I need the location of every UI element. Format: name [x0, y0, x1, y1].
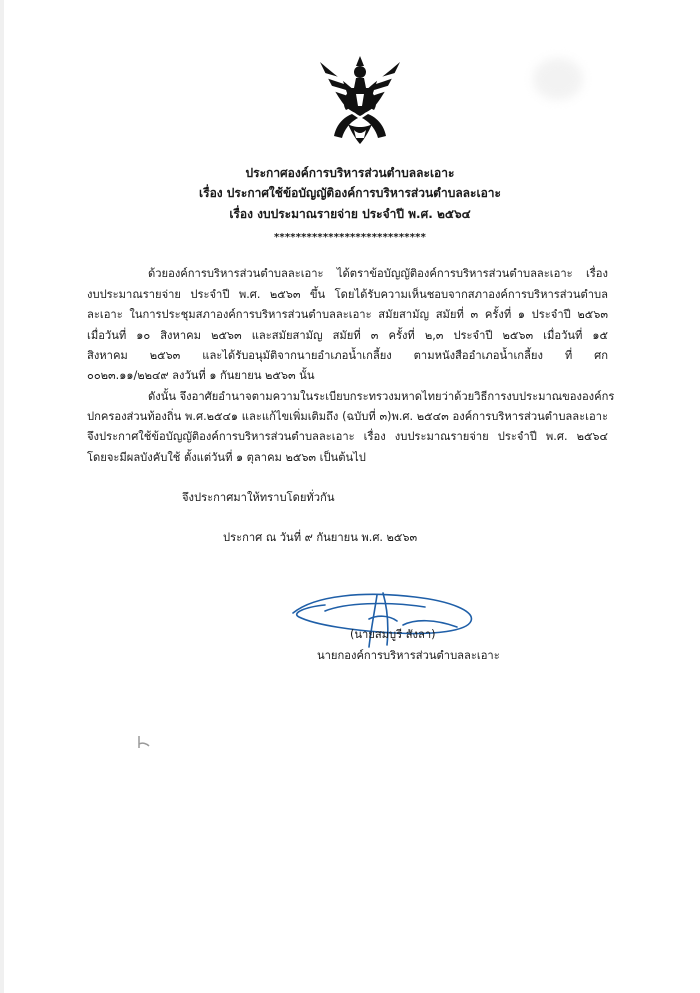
garuda-emblem-icon	[312, 54, 408, 146]
paragraph-1-line-6: ๐๐๒๓.๑๑/๒๒๔๙ ลงวันที่ ๑ กันยายน ๒๕๖๓ นั้น	[87, 369, 315, 382]
handwritten-signature	[285, 585, 485, 655]
paragraph-1-line-4: เมื่อวันที่ ๑๐ สิงหาคม ๒๕๖๓ และสมัยสามัญ สมัยที่ ๓ ครั้งที่ ๒,๓ ประจำปี ๒๕๖๓ เมื่อวันที่ ๑๕	[87, 329, 608, 342]
subject-budget-line: เรื่อง งบประมาณรายจ่าย ประจำปี พ.ศ. ๒๕๖๔	[229, 207, 471, 221]
paragraph-2-line-2: ปกครองส่วนท้องถิ่น พ.ศ.๒๕๔๑ และแก้ไขเพิ่มเติมถึง (ฉบับที่ ๓)พ.ศ. ๒๕๔๓ องค์การบริหารส่วนตำบลละเอาะ	[87, 410, 608, 423]
paragraph-1-line-1: ด้วยองค์การบริหารส่วนตำบลละเอาะ ได้ตราข้อบัญญัติองค์การบริหารส่วนตำบลละเอาะ เรื่อง	[148, 267, 608, 280]
scan-mark	[133, 732, 163, 756]
paragraph-2-line-3: จึงประกาศใช้ข้อบัญญัติองค์การบริหารส่วนตำบลละเอาะ เรื่อง งบประมาณรายจ่าย ประจำปี พ.ศ. ๒๕๖๔	[87, 430, 608, 443]
paragraph-2-line-1: ดังนั้น จึงอาศัยอำนาจตามความในระเบียบกระทรวงมหาดไทยว่าด้วยวิธีการงบประมาณขององค์กร	[148, 390, 615, 403]
scan-smudge	[533, 58, 583, 100]
announcement-title: ประกาศองค์การบริหารส่วนตำบลละเอาะ	[245, 166, 455, 180]
subject-line: เรื่อง ประกาศใช้ข้อบัญญัติองค์การบริหารส่วนตำบลละเอาะ	[199, 186, 501, 200]
announcement-date: ประกาศ ณ วันที่ ๙ กันยายน พ.ศ. ๒๕๖๓	[223, 531, 418, 544]
signatory-position: นายกองค์การบริหารส่วนตำบลละเอาะ	[317, 649, 500, 662]
announce-closing: จึงประกาศมาให้ทราบโดยทั่วกัน	[182, 491, 335, 504]
paragraph-1-line-2: งบประมาณรายจ่าย ประจำปี พ.ศ. ๒๕๖๓ ขึ้น โดยได้รับความเห็นชอบจากสภาองค์การบริหารส่วนตำบล	[87, 288, 608, 301]
divider-stars: ****************************	[273, 232, 427, 243]
scan-edge	[0, 0, 4, 993]
signatory-name: (นายสมบูรี สังลา)	[350, 628, 436, 641]
paragraph-1-line-3: ละเอาะ ในการประชุมสภาองค์การบริหารส่วนตำบลละเอาะ สมัยสามัญ สมัยที่ ๓ ครั้งที่ ๑ ประจำปี ๒๕๖๓	[87, 308, 608, 321]
paragraph-2-line-4: โดยจะมีผลบังคับใช้ ตั้งแต่วันที่ ๑ ตุลาคม ๒๕๖๓ เป็นต้นไป	[87, 451, 366, 464]
paragraph-1-line-5: สิงหาคม ๒๕๖๓ และได้รับอนุมัติจากนายอำเภอน้ำเกลี้ยง ตามหนังสืออำเภอน้ำเกลี้ยง ที่ ศก	[87, 349, 608, 362]
